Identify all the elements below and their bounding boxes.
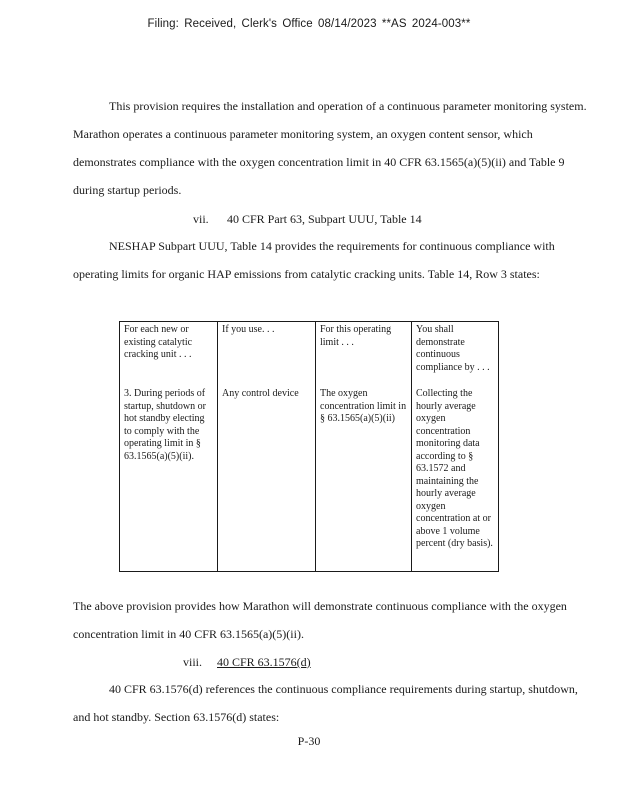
filing-header: Filing: Received, Clerk's Office 08/14/2023 **AS 2024-003**: [147, 18, 471, 30]
paragraph-cpms: This provision requires the installation and operation of a continuous parameter monitoring system. Marathon operates a continuous parameter monitoring system, an oxygen content sensor, which demonstrates compliance with the oxygen concentration limit in 40 CFR 63.1565(a)(5)(ii) and Table 9 during startup periods.: [73, 99, 587, 197]
paragraph-63-1576d: 40 CFR 63.1576(d) references the continuous compliance requirements during startup, shutdown, and hot standby. Section 63.1576(d) states:: [73, 682, 578, 724]
table-header-cell: You shall demonstrate continuous compliance by . . .: [412, 322, 499, 387]
heading-viii-text: 40 CFR 63.1576(d): [217, 655, 311, 669]
heading-viii-number: viii.: [183, 655, 203, 669]
heading-vii-number: vii.: [193, 212, 209, 226]
table-header-cell: For this operating limit . . .: [316, 322, 412, 387]
table-cell: 3. During periods of startup, shutdown or hot standby electing to comply with the operating limit in § 63.1565(a)(5)(ii).: [120, 386, 218, 572]
table-row: [120, 386, 499, 572]
table-header-cell: For each new or existing catalytic cracking unit . . .: [120, 322, 218, 387]
heading-viii: [183, 654, 311, 670]
table-header-cell: If you use. . .: [218, 322, 316, 387]
paragraph-table14-conclusion: The above provision provides how Marathon will demonstrate continuous compliance with the oxygen concentration limit in 40 CFR 63.1565(a)(5)(ii).: [73, 599, 567, 641]
table-cell: The oxygen concentration limit in § 63.1565(a)(5)(ii): [316, 386, 412, 572]
page-number: P-30: [297, 734, 321, 748]
table-14-row-3: [119, 321, 499, 572]
table-header-row: [120, 322, 499, 387]
paragraph-table14-intro: NESHAP Subpart UUU, Table 14 provides the requirements for continuous compliance with operating limits for organic HAP emissions from catalytic cracking units. Table 14, Row 3 states:: [73, 239, 555, 281]
heading-vii: [193, 211, 422, 227]
table-cell: Any control device: [218, 386, 316, 572]
table-cell: Collecting the hourly average oxygen concentration monitoring data according to § 63.1572 and maintaining the hourly average oxygen concentration at or above 1 volume percent (dry basis).: [412, 386, 499, 572]
heading-vii-text: 40 CFR Part 63, Subpart UUU, Table 14: [227, 212, 422, 226]
